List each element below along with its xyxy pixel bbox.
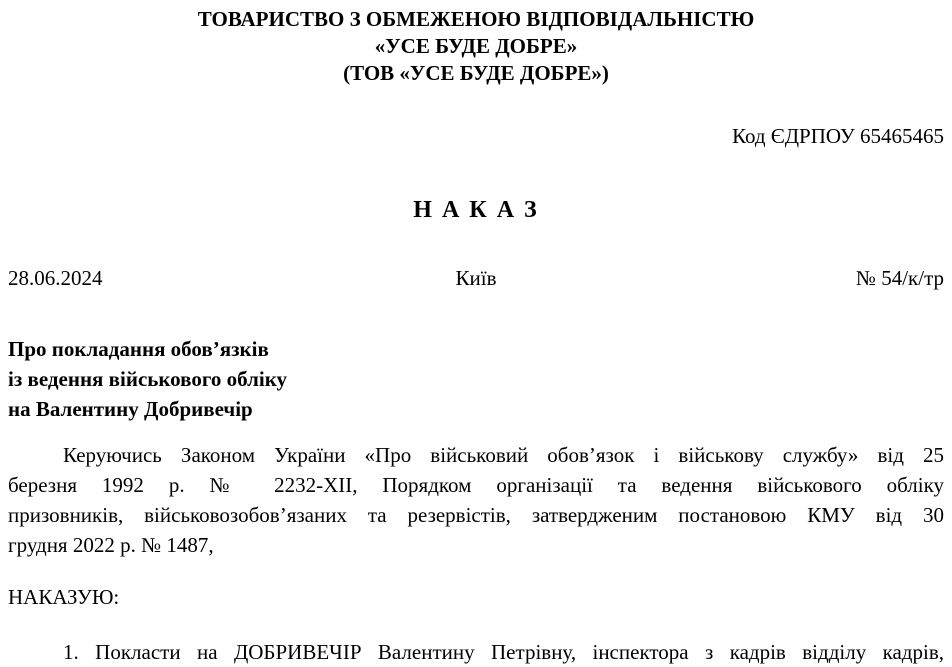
- preamble-line-2: березня 1992 р. № 2232-XII, Порядком організації та ведення військового обліку: [8, 473, 944, 497]
- order-item-1: 1. Покласти на ДОБРИВЕЧІР Валентину Петрівну, інспектора з кадрів відділу кадрів,: [63, 640, 944, 664]
- company-name-line-2: «УСЕ БУДЕ ДОБРЕ»: [374, 34, 578, 58]
- order-number: № 54/к/тр: [855, 266, 944, 290]
- preamble-line-3: призовників, військовозобов’язаних та резервістів, затвердженим постановою КМУ від 30: [8, 503, 944, 527]
- company-name-block: [8, 6, 944, 87]
- order-subject-block: [8, 334, 944, 424]
- order-date: 28.06.2024: [8, 266, 103, 290]
- preamble-paragraph: [8, 440, 944, 560]
- edrpou-code: Код ЄДРПОУ 65465465: [732, 124, 944, 148]
- subject-line-1: Про покладання обов’язків: [8, 337, 269, 361]
- preamble-line-1: Керуючись Законом України «Про військовий обов’язок і військову службу» від 25: [63, 443, 944, 467]
- directive-word: НАКАЗУЮ:: [8, 585, 120, 609]
- company-name-line-3: (ТОВ «УСЕ БУДЕ ДОБРЕ»): [343, 61, 609, 85]
- subject-line-3: на Валентину Добривечір: [8, 397, 253, 421]
- order-place: Київ: [455, 266, 497, 290]
- company-name-line-1: ТОВАРИСТВО З ОБМЕЖЕНОЮ ВІДПОВІДАЛЬНІСТЮ: [197, 7, 755, 31]
- preamble-line-4: грудня 2022 р. № 1487,: [8, 533, 214, 557]
- subject-line-2: із ведення військового обліку: [8, 367, 288, 391]
- order-title: Н А К А З: [413, 197, 539, 223]
- order-meta-row: [8, 267, 944, 289]
